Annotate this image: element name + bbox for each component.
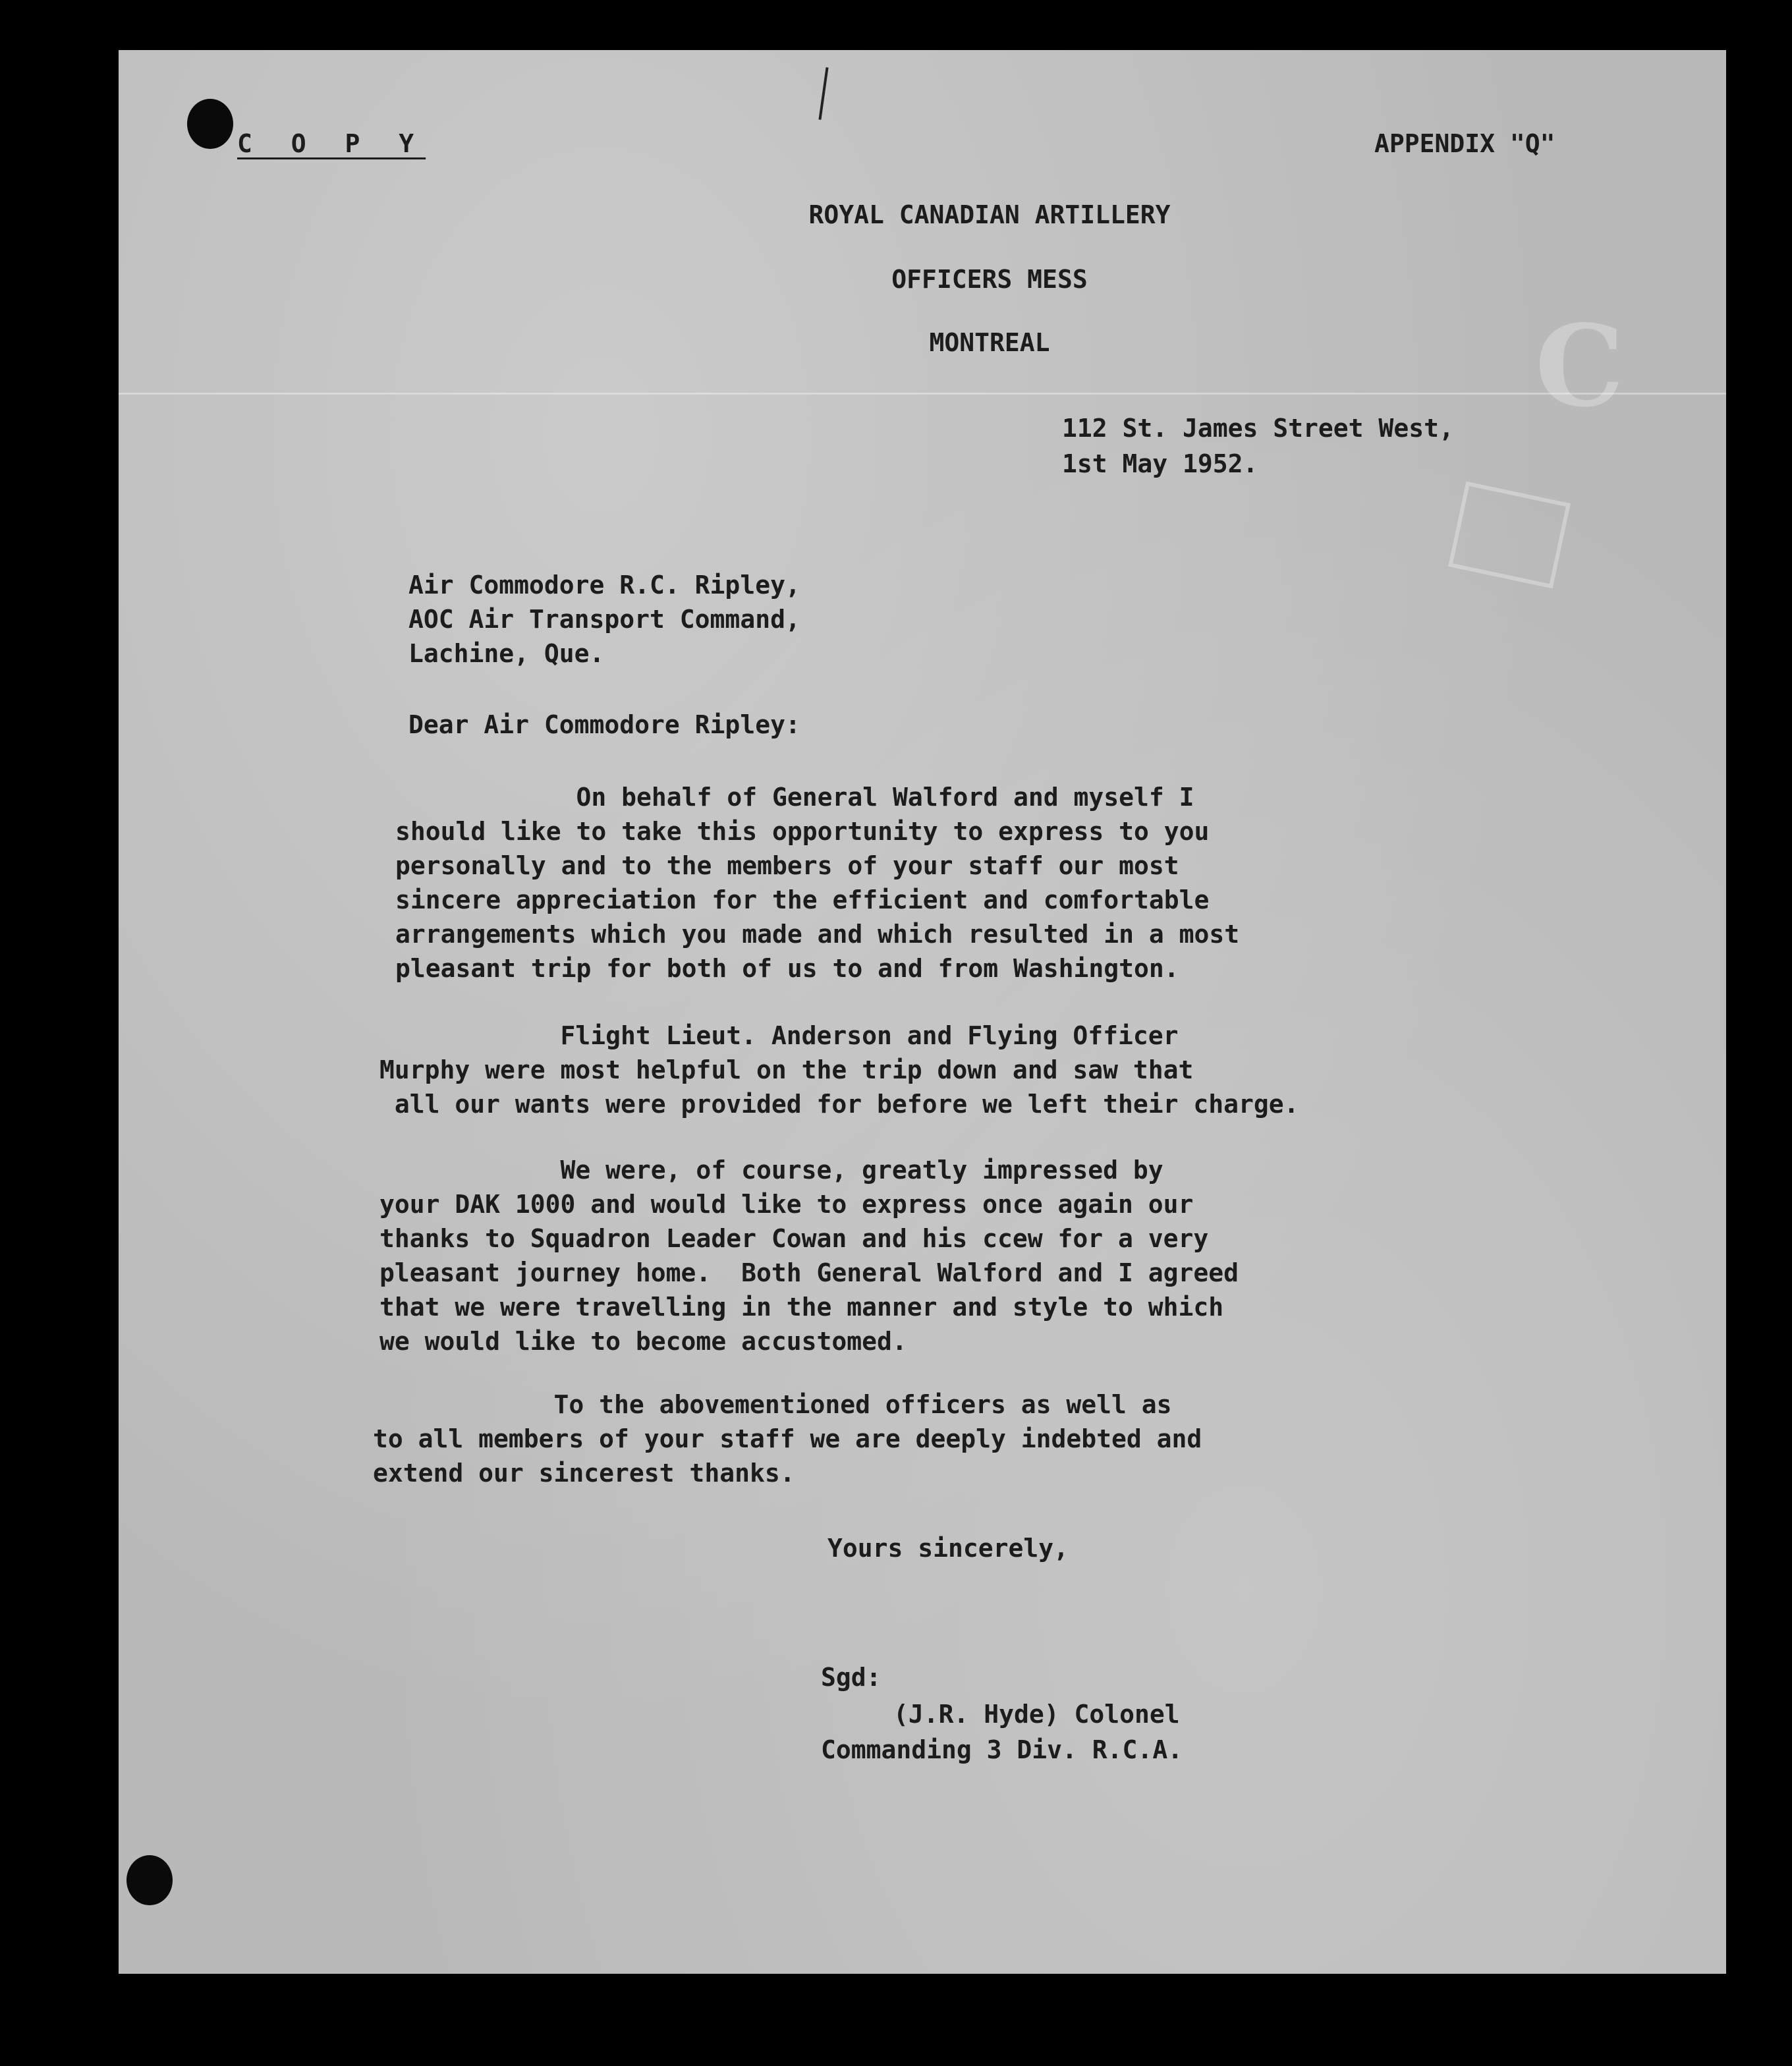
faint-stamp-mark: C [1535,300,1633,432]
recipient-location: Lachine, Que. [408,639,605,668]
body-paragraph-2: Flight Lieut. Anderson and Flying Officer Murphy were most helpful on the trip down and saw that all our wants were provided for before we left their charge. [379,1021,1299,1119]
copy-label: C O P Y [237,129,426,158]
body-paragraph-1: On behalf of General Walford and myself I should like to take this opportunity to express to you personally and to the members of your staff our most sincere appreciation for the efficient and comfortable arrangements which you made and which resulted in a most pleasant trip for both of us to and from Washington. [395,783,1240,983]
recipient-title: AOC Air Transport Command, [408,605,800,634]
body-paragraph-3: We were, of course, greatly impressed by your DAK 1000 and would like to express once again our thanks to Squadron Leader Cowan and his ccew for a very pleasant journey home. Both General Walford and I agreed that we were travelling in the manner and style to which we would like to become accustomed. [379,1156,1239,1356]
closing: Yours sincerely, [827,1534,1069,1563]
letterhead-line-2: OFFICERS MESS [891,265,1088,294]
salutation: Dear Air Commodore Ripley: [408,710,800,739]
faint-stamp-box [1448,482,1571,589]
signature-title: Commanding 3 Div. R.C.A. [821,1735,1183,1764]
sender-street: 112 St. James Street West, [1062,414,1454,443]
signature-name: (J.R. Hyde) Colonel [893,1700,1180,1729]
document-page [119,50,1726,1974]
appendix-label: APPENDIX "Q" [1374,129,1555,158]
recipient-name: Air Commodore R.C. Ripley, [408,571,800,600]
body-paragraph-4: To the abovementioned officers as well as to all members of your staff we are deeply indebted and extend our sincerest thanks. [373,1390,1202,1488]
signature-sgd: Sgd: [821,1663,882,1692]
punch-hole-top [187,99,233,149]
punch-hole-bottom [126,1855,173,1905]
letterhead-line-1: ROYAL CANADIAN ARTILLERY [808,200,1171,229]
letter-date: 1st May 1952. [1062,449,1258,478]
letterhead-line-3: MONTREAL [929,328,1050,357]
pen-mark [818,67,828,120]
fold-line [119,393,1726,395]
